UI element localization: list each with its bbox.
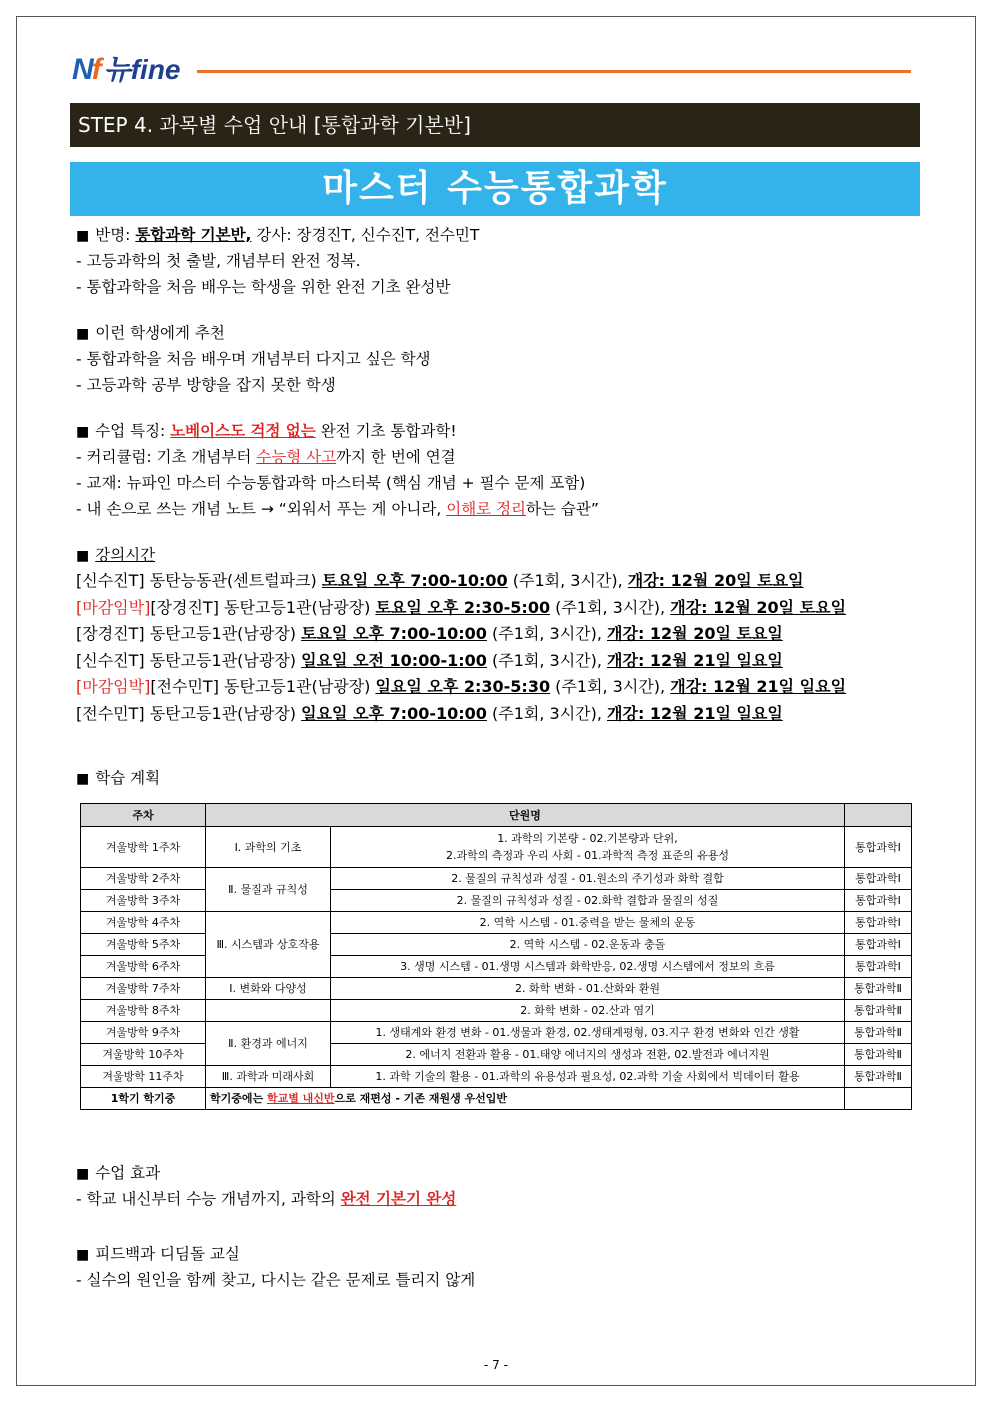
schedule-row: [신수진T] 동탄능동관(센트럴파크) 토요일 오후 7:00-10:00 (주1회, 3시간), 개강: 12월 20일 토요일 (76, 571, 804, 590)
recommend-heading: ■ 이런 학생에게 추천 (76, 324, 225, 342)
logo-mark: Nf (72, 53, 100, 86)
square-bullet-icon: ■ (76, 1247, 90, 1263)
square-bullet-icon: ■ (76, 771, 90, 787)
table-row: 겨울방학 4주차 Ⅲ. 시스템과 상호작용 2. 역학 시스템 - 01.중력을 받는 물체의 운동 통합과학Ⅰ (81, 912, 912, 934)
table-row: 겨울방학 7주차 Ⅰ. 변화와 다양성 2. 화학 변화 - 01.산화와 환원 통합과학Ⅱ (81, 978, 912, 1000)
class-info-bullet: - 고등과학의 첫 출발, 개념부터 완전 정복. (76, 252, 361, 270)
feedback-heading: ■ 피드백과 디딤돌 교실 (76, 1245, 240, 1263)
teachers: 강사: 장경진T, 신수진T, 전수민T (251, 226, 480, 244)
course-details (76, 222, 926, 727)
square-bullet-icon: ■ (76, 1166, 90, 1182)
square-bullet-icon: ■ (76, 326, 90, 342)
header-divider (197, 70, 911, 73)
square-bullet-icon: ■ (76, 228, 90, 244)
features-heading: ■ 수업 특징: 노베이스도 걱정 없는 완전 기초 통합과학! (76, 422, 457, 440)
square-bullet-icon: ■ (76, 424, 90, 440)
class-name: 통합과학 기본반, (135, 226, 252, 244)
table-row: 겨울방학 2주차 Ⅱ. 물질과 규칙성 2. 물질의 규칙성과 성질 - 01.원소의 주기성과 화학 결합 통합과학Ⅰ (81, 868, 912, 890)
schedule-heading: ■ 강의시간 (76, 546, 156, 564)
study-plan-table (80, 803, 912, 1110)
page-number: - 7 - (484, 1358, 508, 1372)
schedule-row: [장경진T] 동탄고등1관(남광장) 토요일 오후 7:00-10:00 (주1회, 3시간), 개강: 12월 20일 토요일 (76, 624, 783, 643)
feedback-section (76, 1241, 926, 1293)
features-highlight: 노베이스도 걱정 없는 (170, 422, 316, 440)
table-header-row (81, 804, 912, 827)
schedule-row: [신수진T] 동탄고등1관(남광장) 일요일 오전 10:00-1:00 (주1회, 3시간), 개강: 12월 21일 일요일 (76, 650, 783, 670)
table-row: 1학기 학기중 학기중에는 학교별 내신반으로 재편성 - 기존 재원생 우선입반 (81, 1088, 912, 1110)
features-bullet: - 내 손으로 쓰는 개념 노트 → “외워서 푸는 게 아니라, 이해로 정리하는 습관” (76, 500, 599, 518)
logo-text: 뉴fine (103, 54, 181, 85)
recommend-bullet: - 고등과학 공부 방향을 잡지 못한 학생 (76, 376, 336, 394)
col-unit-header: 단원명 (206, 804, 845, 827)
recommend-bullet: - 통합과학을 처음 배우며 개념부터 다지고 싶은 학생 (76, 350, 431, 368)
newfine-logo (72, 48, 181, 88)
features-bullet: - 커리큘럼: 기초 개념부터 수능형 사고까지 한 번에 연결 (76, 448, 456, 466)
class-info-bullet: - 통합과학을 처음 배우는 학생을 위한 완전 기초 완성반 (76, 278, 451, 296)
schedule-row: [마감임박][전수민T] 동탄고등1관(남광장) 일요일 오후 2:30-5:30 (주1회, 3시간), 개강: 12월 21일 일요일 (76, 677, 847, 696)
col-week-header: 주차 (81, 804, 206, 827)
schedule-row: [전수민T] 동탄고등1관(남광장) 일요일 오후 7:00-10:00 (주1회, 3시간), 개강: 12월 21일 일요일 (76, 703, 783, 723)
table-row: 겨울방학 8주차 2. 화학 변화 - 02.산과 염기 통합과학Ⅱ (81, 1000, 912, 1022)
course-title: 마스터 수능통합과학 (70, 162, 920, 216)
features-bullet: - 교재: 뉴파인 마스터 수능통합과학 마스터북 (핵심 개념 + 필수 문제 포함) (76, 474, 586, 492)
class-info-line: ■ 반명: 통합과학 기본반, 강사: 장경진T, 신수진T, 전수민T (76, 226, 480, 244)
effect-heading: ■ 수업 효과 (76, 1164, 161, 1182)
table-row: 겨울방학 3주차 2. 물질의 규칙성과 성질 - 02.화학 결합과 물질의 성질 통합과학Ⅰ (81, 890, 912, 912)
effect-section (76, 1160, 926, 1212)
table-row: 겨울방학 1주차 Ⅰ. 과학의 기초 1. 과학의 기본량 - 02.기본량과 단위, 2.과학의 측정과 우리 사회 - 01.과학적 측정 표준의 유용성 통합과학Ⅰ (81, 827, 912, 868)
table-row: 겨울방학 5주차 2. 역학 시스템 - 02.운동과 충돌 통합과학Ⅰ (81, 934, 912, 956)
feedback-bullet: - 실수의 원인을 함께 찾고, 다시는 같은 문제로 틀리지 않게 (76, 1271, 476, 1289)
plan-heading: ■ 학습 계획 (76, 769, 161, 787)
effect-bullet: - 학교 내신부터 수능 개념까지, 과학의 완전 기본기 완성 (76, 1190, 457, 1208)
table-row: 겨울방학 11주차 Ⅲ. 과학과 미래사회 1. 과학 기술의 활용 - 01.과학의 유용성과 필요성, 02.과학 기술 사회에서 빅데이터 활용 통합과학Ⅱ (81, 1066, 912, 1088)
table-row: 겨울방학 6주차 3. 생명 시스템 - 01.생명 시스템과 화학반응, 02.생명 시스템에서 정보의 흐름 통합과학Ⅰ (81, 956, 912, 978)
step-title-bar: STEP 4. 과목별 수업 안내 [통합과학 기본반] (70, 103, 920, 147)
square-bullet-icon: ■ (76, 548, 90, 564)
table-row: 겨울방학 9주차 Ⅱ. 환경과 에너지 1. 생태계와 환경 변화 - 01.생물과 환경, 02.생태계평형, 03.지구 환경 변화와 인간 생활 통합과학Ⅱ (81, 1022, 912, 1044)
table-row: 겨울방학 10주차 2. 에너지 전환과 활용 - 01.태양 에너지의 생성과 전환, 02.발전과 에너지원 통합과학Ⅱ (81, 1044, 912, 1066)
schedule-row: [마감임박][장경진T] 동탄고등1관(남광장) 토요일 오후 2:30-5:00 (주1회, 3시간), 개강: 12월 20일 토요일 (76, 597, 847, 617)
